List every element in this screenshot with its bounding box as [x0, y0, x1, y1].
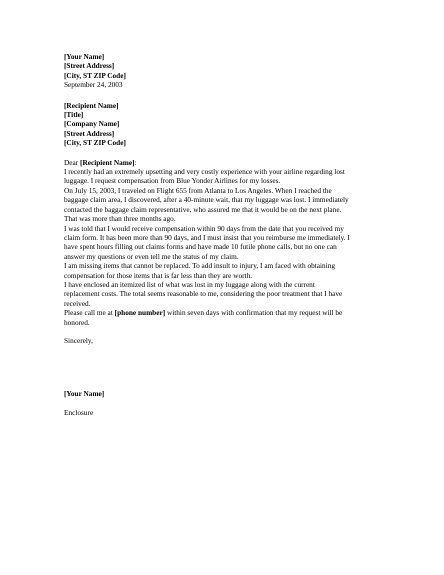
letter-body	[64, 52, 404, 417]
paragraph-4	[64, 261, 404, 280]
paragraph-line: compensation for those items that is far less than they are worth.	[64, 270, 253, 280]
closing-text: Sincerely,	[64, 335, 93, 345]
recipient-street: [Street Address]	[64, 128, 115, 138]
paragraph-line: claim form. It has been more than 90 days, and I must insist that you reimburse me immediately. I	[64, 232, 350, 242]
closing	[64, 336, 404, 345]
paragraph-line: received.	[64, 298, 91, 308]
recipient-name: [Recipient Name]	[64, 100, 119, 110]
paragraph-2	[64, 186, 404, 224]
paragraph-line: honored.	[64, 317, 90, 327]
sender-name: [Your Name]	[64, 52, 105, 61]
salutation-prefix: Dear	[64, 157, 81, 167]
paragraph-line: baggage claim area, I discovered, after a 40-minute wait, that my luggage was lost. I immediately	[64, 195, 349, 205]
recipient-title: [Title]	[64, 110, 84, 120]
paragraph-line: luggage. I request compensation from Blue Yonder Airlines for my losses.	[64, 176, 281, 186]
paragraph-line: I have enclosed an itemized list of what was lost in my luggage along with the current	[64, 279, 315, 289]
paragraph-line: I recently had an extremely upsetting and very costly experience with your airline regarding lost	[64, 167, 345, 177]
paragraph-line: I am missing items that cannot be replaced. To add insult to injury, I am faced with obtaining	[64, 261, 336, 271]
sender-address-block	[64, 52, 404, 90]
phone-number-placeholder: [phone number]	[114, 308, 166, 318]
sender-city: [City, ST ZIP Code]	[64, 70, 126, 80]
paragraph-3	[64, 224, 404, 262]
enclosure-block	[64, 408, 404, 417]
paragraph-line: I was told that I would receive compensation within 90 days from the date that you received my	[64, 223, 344, 233]
signature-name: [Your Name]	[64, 389, 105, 399]
paragraph-line: contacted the baggage claim representative, who assured me that it would be on the next plane.	[64, 204, 342, 214]
closing-paragraph-prefix: Please call me at	[64, 308, 115, 318]
salutation-suffix: :	[134, 157, 137, 167]
paragraph-line: have spent hours filling out claims forms and have made 10 futile phone calls, but no one can	[64, 242, 337, 252]
paragraph-line: That was more than three months ago.	[64, 214, 176, 224]
recipient-company: [Company Name]	[64, 119, 120, 129]
paragraph-line: On July 15, 2003, I traveled on Flight 655 from Atlanta to Los Angeles. When I reached the	[64, 185, 332, 195]
paragraph-6	[64, 308, 404, 327]
enclosure-text: Enclosure	[64, 407, 94, 417]
paragraph-line: replacement costs. The total seems reasonable to me, considering the poor treatment that I have	[64, 289, 343, 299]
recipient-city: [City, ST ZIP Code]	[64, 138, 126, 148]
paragraph-1	[64, 167, 404, 186]
closing-paragraph-suffix: within seven days with confirmation that my request will be	[165, 308, 343, 318]
sender-street: [Street Address]	[64, 61, 115, 71]
signature-block	[64, 389, 404, 398]
paragraph-line: answer my questions or even tell me the status of my claim.	[64, 251, 239, 261]
letter-date: September 24, 2003	[64, 80, 123, 90]
salutation	[64, 158, 404, 167]
paragraph-5	[64, 280, 404, 308]
salutation-name: [Recipient Name]	[80, 157, 135, 167]
recipient-address-block	[64, 101, 404, 148]
